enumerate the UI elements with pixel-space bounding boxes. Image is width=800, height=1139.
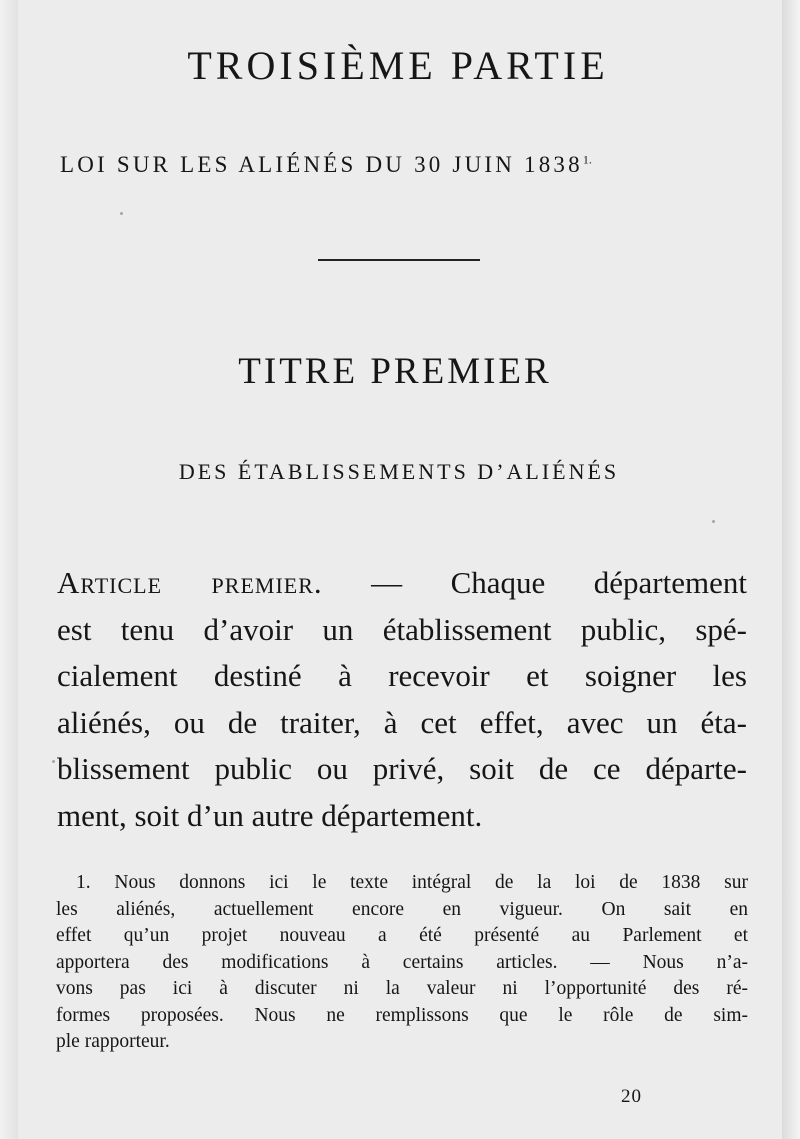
article-body <box>57 560 747 839</box>
page-left-edge <box>0 0 18 1139</box>
paper-speck <box>712 520 715 523</box>
footnote-line: 1. Nous donnons ici le texte intégral de la loi de 1838 sur <box>76 872 748 893</box>
paper-speck <box>120 212 123 215</box>
article-line: cialement destiné à recevoir et soigner les <box>57 658 747 693</box>
page-number: 20 <box>621 1086 642 1107</box>
part-title: TROISIÈME PARTIE <box>187 43 609 88</box>
law-title <box>60 152 592 178</box>
footnote-line: vons pas ici à discuter ni la valeur ni l’opportunité des ré- <box>56 978 748 999</box>
article-label: Article premier. <box>57 565 323 600</box>
footnote-line: ple rapporteur. <box>56 1031 170 1052</box>
paper-speck <box>52 760 55 763</box>
footnote-reference: 1. <box>582 152 592 167</box>
footnote-line: formes proposées. Nous ne remplissons que le rôle de sim- <box>56 1004 748 1026</box>
section-divider <box>318 259 480 261</box>
titre-subheading: DES ÉTABLISSEMENTS D’ALIÉNÉS <box>178 459 620 484</box>
article-line: ment, soit d’un autre département. <box>57 797 483 833</box>
article-line <box>57 560 747 607</box>
article-line: aliénés, ou de traiter, à cet effet, avec un éta- <box>57 704 747 740</box>
footnote-line: effet qu’un projet nouveau a été présenté au Parlement et <box>56 925 748 946</box>
law-title-text: LOI SUR LES ALIÉNÉS DU 30 JUIN 1838 <box>60 152 583 177</box>
footnote <box>56 870 748 1056</box>
footnote-line: apportera des modifications à certains articles. — Nous n’a- <box>56 951 748 973</box>
article-line: blissement public ou privé, soit de ce départe- <box>57 751 747 786</box>
titre-heading: TITRE PREMIER <box>238 351 552 392</box>
footnote-line: les aliénés, actuellement encore en vigueur. On sait en <box>56 898 748 920</box>
page-gutter-shadow <box>782 0 800 1139</box>
article-line-text: — Chaque département <box>371 565 747 600</box>
article-line: est tenu d’avoir un établissement public, spé- <box>57 611 747 647</box>
